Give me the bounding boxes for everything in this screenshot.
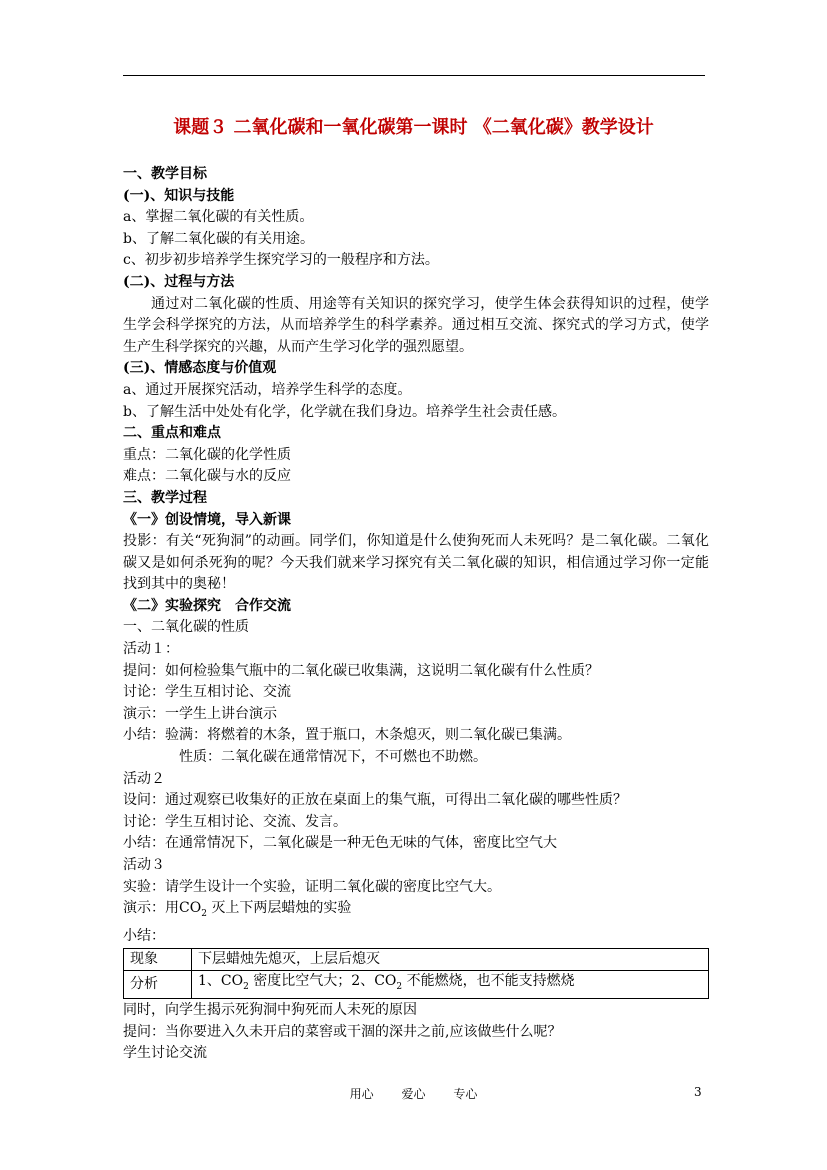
- text-line: a、通过开展探究活动，培养学生科学的态度。: [123, 381, 412, 398]
- summary-table: [123, 948, 709, 999]
- text-line: b、了解生活中处处有化学，化学就在我们身边。培养学生社会责任感。: [123, 403, 566, 420]
- text-line: 活动１：: [123, 641, 179, 658]
- text-line: c、初步初步培养学生探究学习的一般程序和方法。: [123, 252, 439, 269]
- motto-word: 专心: [453, 1087, 478, 1101]
- text-fragment: 1、CO: [198, 973, 244, 990]
- subscript: 2: [396, 981, 403, 992]
- text-line: 讨论：学生互相讨论、交流: [123, 684, 291, 701]
- text-line: 提问：当你要进入久未开启的菜窖或干涸的深井之前,应该做些什么呢？: [123, 1023, 562, 1040]
- text-line: 活动３: [123, 857, 165, 873]
- footer-motto: [0, 1085, 827, 1102]
- table-row: [124, 949, 709, 971]
- table-cell: 分析: [124, 971, 192, 999]
- text-line: 重点：二氧化碳的化学性质: [123, 446, 291, 463]
- text-line: 提问：如何检验集气瓶中的二氧化碳已收集满，这说明二氧化碳有什么性质？: [123, 662, 599, 679]
- text-fragment: 演示：用CO: [123, 900, 202, 917]
- text-fragment: 密度比空气大；2、CO: [248, 973, 397, 990]
- text-line: 同时，向学生揭示死狗洞中狗死而人未死的原因: [123, 1001, 417, 1018]
- section-heading: 一、教学目标: [123, 166, 207, 182]
- subsection-heading: (一)、知识与技能: [123, 187, 235, 204]
- paragraph: 通过对二氧化碳的性质、用途等有关知识的探究学习，使学生体会获得知识的过程，使学生学会科学探究的方法，从而培养学生的科学素养。通过相互交流、探究式的学习方式，使学生产生科学探究的兴趣，从而产生学习化学的强烈愿望。: [123, 295, 709, 355]
- subscript: 2: [243, 981, 249, 992]
- text-line: a、掌握二氧化碳的有关性质。: [123, 209, 314, 226]
- subscript: 2: [201, 908, 207, 919]
- table-cell: [192, 971, 709, 999]
- section-heading: 三、教学过程: [123, 489, 207, 506]
- text-fragment: 不能燃烧，也不能支持燃烧: [402, 973, 575, 990]
- paragraph: 投影：有关“死狗洞”的动画。同学们，你知道是什么使狗死而人未死吗？是二氧化碳。二氧化碳又是如何杀死狗的呢？今天我们就来学习探究有关二氧化碳的知识，相信通过学习你一定能找到其中的奥秘！: [123, 533, 709, 593]
- page-number: 3: [694, 1085, 702, 1099]
- document-title: 课题３ 二氧化碳和一氧化碳第一课时 《二氧化碳》教学设计: [173, 117, 654, 138]
- subsection-heading: (三)、情感态度与价值观: [123, 360, 277, 377]
- text-line: 一、二氧化碳的性质: [123, 619, 249, 636]
- section-heading: 二、重点和难点: [123, 425, 221, 442]
- text-line: 小结：验满：将燃着的木条，置于瓶口，木条熄灭，则二氧化碳已集满。: [123, 727, 571, 744]
- document-body: [123, 164, 709, 1065]
- motto-word: 用心: [349, 1087, 374, 1101]
- text-line: 难点：二氧化碳与水的反应: [123, 468, 291, 485]
- text-line: [123, 898, 709, 925]
- text-line: 活动２: [123, 770, 165, 787]
- table-cell: 现象: [124, 949, 192, 971]
- subsection-heading: 《一》创设情境，导入新课: [123, 511, 291, 528]
- text-line: 小结：: [123, 927, 165, 944]
- table-row: [124, 971, 709, 999]
- text-line: 讨论：学生互相讨论、交流、发言。: [123, 813, 347, 830]
- text-line: 学生讨论交流: [123, 1045, 207, 1062]
- table-cell: 下层蜡烛先熄灭，上层后熄灭: [192, 949, 709, 971]
- text-line: b、了解二氧化碳的有关用途。: [123, 230, 314, 247]
- text-line: 小结：在通常情况下，二氧化碳是一种无色无味的气体，密度比空气大: [123, 835, 557, 852]
- subsection-heading: 《二》实验探究 合作交流: [123, 597, 291, 614]
- header-rule: [123, 75, 705, 76]
- text-line: 设问：通过观察已收集好的正放在桌面上的集气瓶，可得出二氧化碳的哪些性质？: [123, 792, 627, 809]
- text-line: 性质：二氧化碳在通常情况下，不可燃也不助燃。: [179, 749, 487, 766]
- text-line: 实验：请学生设计一个实验，证明二氧化碳的密度比空气大。: [123, 878, 501, 895]
- motto-word: 爱心: [401, 1087, 426, 1101]
- subsection-heading: (二)、过程与方法: [123, 273, 235, 290]
- text-line: 演示：一学生上讲台演示: [123, 705, 277, 722]
- text-fragment: 灭上下两层蜡烛的实验: [206, 900, 352, 917]
